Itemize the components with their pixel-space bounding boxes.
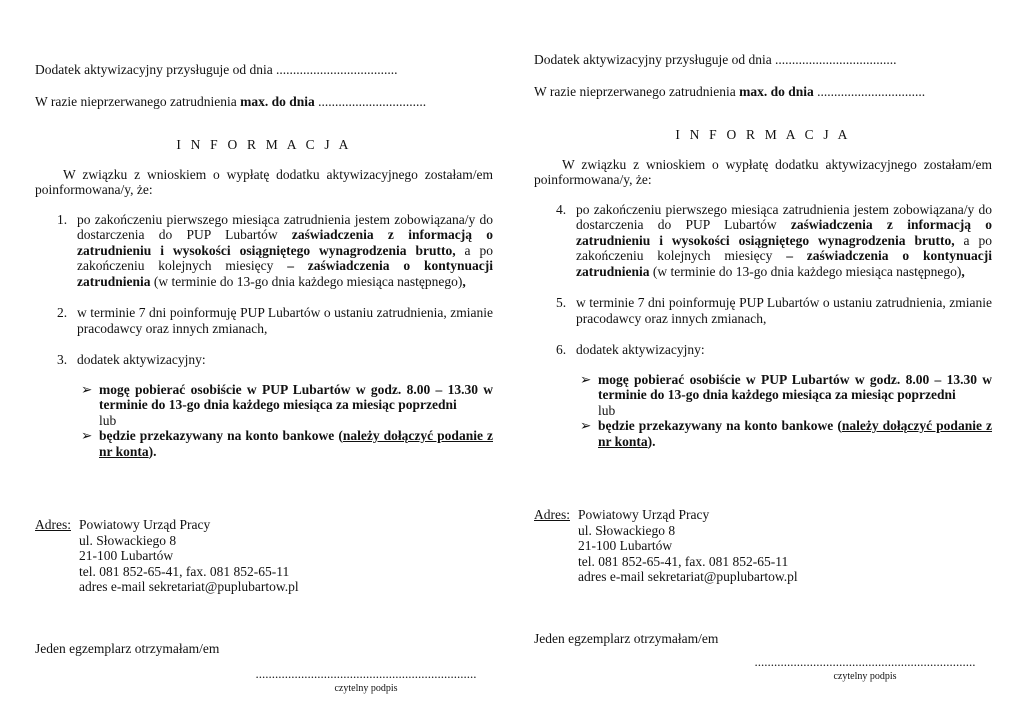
list-item: 4. po zakończeniu pierwszego miesiąca zatrudnienia jestem zobowiązana/y do dostarczenia do PUP Lubartów zaświadczenia z informacją o zatrudnieniu i wysokości osiągniętego wynagrodzenia brutto, a po zakończeniu kolejnych miesięcy – zaświadczenia o kontynuacji zatrudnienia (w terminie do 13-go dnia każdego miesiąca następnego), <box>556 201 992 279</box>
address-line: 21-100 Lubartów <box>578 538 673 553</box>
copy-received-text: Jeden egzemplarz otrzymałam/em <box>534 630 719 646</box>
address-line: adres e-mail sekretariat@puplubartow.pl <box>578 569 798 584</box>
address-line: 21-100 Lubartów <box>79 548 174 563</box>
header-end-date: W razie nieprzerwanego zatrudnienia max. do dnia ................................ <box>35 93 427 109</box>
or-text: lub <box>598 402 616 418</box>
arrow-bullet-icon: ➢ <box>81 381 93 397</box>
address-block <box>35 517 493 595</box>
address-line: ul. Słowackiego 8 <box>79 532 177 548</box>
intro-text: W związku z wnioskiem o wypłatę dodatku aktywizacyjnego zostałam/em poinformowana/y, że: <box>534 156 992 187</box>
info-list <box>534 202 992 450</box>
list-item: 5. w terminie 7 dni poinformuję PUP Lubartów o ustaniu zatrudnienia, zmianie pracodawcy oraz innych zmianach, <box>556 295 992 326</box>
form-copy-right <box>534 52 992 646</box>
payment-options <box>576 372 992 450</box>
address-label: Adres: <box>534 507 570 522</box>
address-line: Powiatowy Urząd Pracy <box>79 517 211 532</box>
list-item: 2. w terminie 7 dni poinformuję PUP Lubartów o ustaniu zatrudnienia, zmianie pracodawcy oraz innych zmianach, <box>57 305 493 336</box>
list-item: 1. po zakończeniu pierwszego miesiąca zatrudnienia jestem zobowiązana/y do dostarczenia do PUP Lubartów zaświadczenia z informacją o zatrudnieniu i wysokości osiągniętego wynagrodzenia brutto, a po zakończeniu kolejnych miesięcy – zaświadczenia o kontynuacji zatrudnienia (w terminie do 13-go dnia każdego miesiąca następnego), <box>57 211 493 289</box>
address-block <box>534 507 992 585</box>
signature-area-right <box>745 656 985 682</box>
option-personal-pickup: ➢ mogę pobierać osobiście w PUP Lubartów w godz. 8.00 – 13.30 w terminie do 13-go dnia każdego miesiąca za miesiąc poprzedni <box>81 381 493 412</box>
page-title: I N F O R M A C J A <box>176 137 352 152</box>
address-line: adres e-mail sekretariat@puplubartow.pl <box>79 579 299 594</box>
list-item: 3. dodatek aktywizacyjny: ➢ mogę pobierać osobiście w PUP Lubartów w godz. 8.00 – 13.30 w terminie do 13-go dnia każdego miesiąca za miesiąc poprzedni lub ➢ będzie przekazywany na konto bankowe (należy dołączyć podanie z nr konta). <box>57 352 493 459</box>
signature-area-left <box>246 668 486 694</box>
form-copy-left <box>35 62 493 656</box>
address-line: tel. 081 852-65-41, fax. 081 852-65-11 <box>79 563 290 579</box>
address-line: ul. Słowackiego 8 <box>578 522 676 538</box>
page-title: I N F O R M A C J A <box>675 127 851 142</box>
signature-caption: czytelny podpis <box>833 671 897 682</box>
arrow-bullet-icon: ➢ <box>81 428 93 443</box>
header-end-date: W razie nieprzerwanego zatrudnienia max. do dnia ................................ <box>534 83 926 99</box>
intro-text: W związku z wnioskiem o wypłatę dodatku aktywizacyjnego zostałam/em poinformowana/y, że: <box>35 166 493 197</box>
arrow-bullet-icon: ➢ <box>580 371 592 387</box>
signature-caption: czytelny podpis <box>334 683 398 694</box>
list-item: 6. dodatek aktywizacyjny: ➢ mogę pobierać osobiście w PUP Lubartów w godz. 8.00 – 13.30 w terminie do 13-go dnia każdego miesiąca za miesiąc poprzedni lub ➢ będzie przekazywany na konto bankowe (należy dołączyć podanie z nr konta). <box>556 342 992 449</box>
signature-line: .................................................................... <box>255 666 477 681</box>
payment-options <box>77 382 493 460</box>
or-text: lub <box>99 412 117 428</box>
address-label: Adres: <box>35 517 71 532</box>
address-line: tel. 081 852-65-41, fax. 081 852-65-11 <box>578 553 789 569</box>
option-bank-transfer: ➢ będzie przekazywany na konto bankowe (należy dołączyć podanie z nr konta). <box>580 418 992 449</box>
signature-line: .................................................................... <box>754 654 976 669</box>
header-start-date: Dodatek aktywizacyjny przysługuje od dnia .................................... <box>35 62 398 77</box>
info-list <box>35 212 493 460</box>
option-personal-pickup: ➢ mogę pobierać osobiście w PUP Lubartów w godz. 8.00 – 13.30 w terminie do 13-go dnia każdego miesiąca za miesiąc poprzedni <box>580 371 992 402</box>
copy-received-text: Jeden egzemplarz otrzymałam/em <box>35 640 220 656</box>
arrow-bullet-icon: ➢ <box>580 418 592 433</box>
option-bank-transfer: ➢ będzie przekazywany na konto bankowe (należy dołączyć podanie z nr konta). <box>81 428 493 459</box>
header-start-date: Dodatek aktywizacyjny przysługuje od dnia .................................... <box>534 52 897 67</box>
address-line: Powiatowy Urząd Pracy <box>578 507 710 522</box>
